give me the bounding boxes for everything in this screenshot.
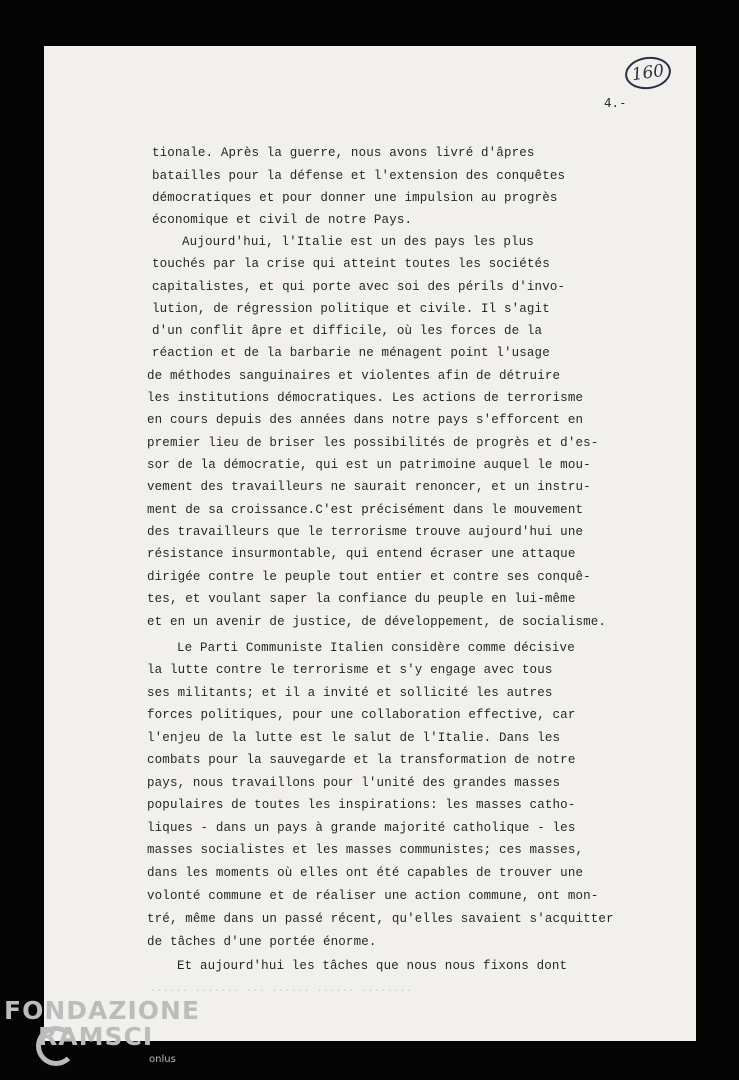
text-line: de méthodes sanguinaires et violentes afin de détruire (147, 369, 561, 383)
text-line: la lutte contre le terrorisme et s'y engage avec tous (147, 663, 553, 677)
text-line: les institutions démocratiques. Les actions de terrorisme (147, 391, 584, 405)
text-line: batailles pour la défense et l'extension des conquêtes (152, 169, 566, 183)
text-line: démocratiques et pour donner une impulsion au progrès (152, 191, 558, 205)
text-line: Et aujourd'hui les tâches que nous nous fixons dont (177, 959, 568, 973)
text-line: touchés par la crise qui atteint toutes les sociétés (152, 257, 550, 271)
faded-offset-text: ...... ....... ... ...... ...... ........ (150, 984, 413, 995)
text-line: premier lieu de briser les possibilités de progrès et d'es- (147, 436, 599, 450)
text-line: réaction et de la barbarie ne ménagent point l'usage (152, 346, 550, 360)
text-line: pays, nous travaillons pour l'unité des grandes masses (147, 776, 561, 790)
text-line: tionale. Après la guerre, nous avons livré d'âpres (152, 146, 535, 160)
text-line: Le Parti Communiste Italien considère comme décisive (177, 641, 575, 655)
text-line: vement des travailleurs ne saurait renoncer, et un instru- (147, 480, 591, 494)
text-line: tes, et voulant saper la confiance du peuple en lui-même (147, 592, 576, 606)
text-line: ment de sa croissance.C'est précisément dans le mouvement (147, 503, 584, 517)
text-line: dans les moments où elles ont été capables de trouver une (147, 866, 584, 880)
text-line: capitalistes, et qui porte avec soi des périls d'invo- (152, 280, 566, 294)
archive-number-stamp: 160 (623, 54, 673, 92)
text-line: Aujourd'hui, l'Italie est un des pays les plus (182, 235, 534, 249)
text-line: en cours depuis des années dans notre pays s'efforcent en (147, 413, 584, 427)
text-line: l'enjeu de la lutte est le salut de l'Italie. Dans les (147, 731, 561, 745)
text-line: forces politiques, pour une collaboration effective, car (147, 708, 576, 722)
text-line: dirigée contre le peuple tout entier et contre ses conquê- (147, 570, 591, 584)
text-line: masses socialistes et les masses communistes; ces masses, (147, 843, 584, 857)
watermark-line1: FONDAZIONE (4, 996, 201, 1025)
text-line: volonté commune et de réaliser une action commune, ont mon- (147, 889, 599, 903)
text-line: liques - dans un pays à grande majorité catholique - les (147, 821, 576, 835)
text-line: résistance insurmontable, qui entend écraser une attaque (147, 547, 576, 561)
watermark-suffix: onlus (149, 1054, 176, 1065)
text-line: lution, de régression politique et civile. Il s'agit (152, 302, 550, 316)
text-line: tré, même dans un passé récent, qu'elles savaient s'acquitter (147, 912, 614, 926)
text-line: ses militants; et il a invité et sollicité les autres (147, 686, 553, 700)
text-line: sor de la démocratie, qui est un patrimoine auquel le mou- (147, 458, 591, 472)
text-line: de tâches d'une portée énorme. (147, 935, 377, 949)
text-line: d'un conflit âpre et difficile, où les forces de la (152, 324, 543, 338)
text-line: populaires de toutes les inspirations: les masses catho- (147, 798, 576, 812)
text-line: économique et civil de notre Pays. (152, 213, 413, 227)
watermark-line2: RAMSCI (38, 1022, 154, 1051)
page-number: 4.- (604, 95, 627, 110)
text-line: combats pour la sauvegarde et la transformation de notre (147, 753, 576, 767)
text-line: des travailleurs que le terrorisme trouve aujourd'hui une (147, 525, 584, 539)
text-line: et en un avenir de justice, de développement, de socialisme. (147, 615, 607, 629)
